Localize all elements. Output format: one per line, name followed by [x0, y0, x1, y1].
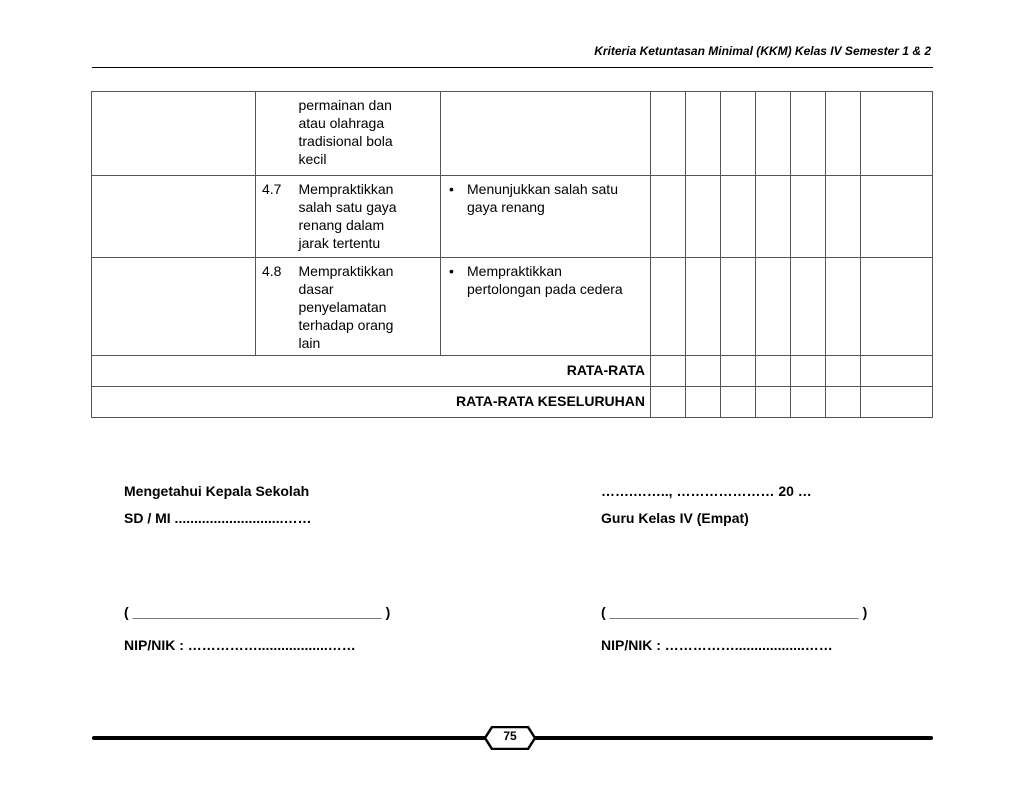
average-label-cell	[92, 356, 651, 387]
score-cell	[721, 176, 756, 258]
score-cell	[686, 176, 721, 258]
kd-line: dasar	[298, 281, 334, 297]
score-cell	[721, 92, 756, 176]
principal-nip: NIP/NIK : ……………..................……	[124, 637, 356, 653]
score-cell	[756, 92, 791, 176]
school-name-line: SD / MI ............................……	[124, 510, 312, 526]
table-row	[92, 176, 933, 258]
score-cell	[861, 92, 933, 176]
place-date-line: …….…….., ………………… 20 …	[601, 483, 812, 499]
kd-text-cell	[293, 92, 441, 176]
score-cell	[686, 258, 721, 356]
kd-number-cell	[256, 258, 293, 356]
score-cell	[756, 176, 791, 258]
score-cell	[651, 258, 686, 356]
score-cell	[756, 387, 791, 418]
average-label: RATA-RATA	[566, 362, 645, 378]
score-cell	[826, 387, 861, 418]
document-header-title: Kriteria Ketuntasan Minimal (KKM) Kelas IV Semester 1 & 2	[594, 44, 931, 58]
footer-rule-right	[530, 736, 933, 740]
score-cell	[686, 387, 721, 418]
score-cell	[791, 356, 826, 387]
score-cell	[686, 356, 721, 387]
score-cell	[651, 92, 686, 176]
score-cell	[826, 356, 861, 387]
bullet-icon: •	[449, 263, 454, 279]
indicator-cell	[441, 92, 651, 176]
teacher-nip: NIP/NIK : ……………..................……	[601, 637, 833, 653]
score-cell	[686, 92, 721, 176]
score-cell	[756, 258, 791, 356]
principal-acknowledgement: Mengetahui Kepala Sekolah	[124, 483, 310, 499]
principal-name-line: ( ________________________________ )	[124, 604, 391, 620]
kd-text-cell	[293, 258, 441, 356]
indicator-line: Mempraktikkan	[467, 263, 562, 279]
kd-line: permainan dan	[298, 97, 392, 113]
kd-line: atau olahraga	[298, 115, 385, 131]
score-cell	[721, 258, 756, 356]
score-cell	[721, 356, 756, 387]
kd-line: kecil	[298, 151, 327, 167]
table-row	[92, 92, 933, 176]
score-cell	[651, 387, 686, 418]
score-cell	[756, 356, 791, 387]
score-cell	[826, 258, 861, 356]
score-cell	[861, 258, 933, 356]
teacher-title: Guru Kelas IV (Empat)	[601, 510, 749, 526]
score-cell	[791, 92, 826, 176]
teacher-name-line: ( ________________________________ )	[601, 604, 868, 620]
score-cell	[861, 387, 933, 418]
kd-line: terhadap orang	[298, 317, 394, 333]
page-number: 75	[503, 729, 517, 743]
table-cell	[92, 92, 256, 176]
kd-line: renang dalam	[298, 217, 385, 233]
kd-line: Mempraktikkan	[298, 181, 394, 197]
kd-line: Mempraktikkan	[298, 263, 394, 279]
score-cell	[826, 92, 861, 176]
score-cell	[791, 176, 826, 258]
score-cell	[791, 387, 826, 418]
indicator-line: Menunjukkan salah satu	[467, 181, 618, 197]
score-cell	[861, 356, 933, 387]
score-cell	[651, 176, 686, 258]
score-cell	[826, 176, 861, 258]
footer-rule-left	[92, 736, 490, 740]
score-cell	[651, 356, 686, 387]
overall-average-label-cell	[92, 387, 651, 418]
kd-line: lain	[298, 335, 321, 351]
bullet-icon: •	[449, 181, 454, 197]
kd-line: tradisional bola	[298, 133, 393, 149]
kd-number-cell	[256, 92, 293, 176]
kd-number: 4.8	[262, 263, 282, 279]
indicator-cell	[441, 258, 651, 356]
kd-line: penyelamatan	[298, 299, 387, 315]
overall-average-row	[92, 387, 933, 418]
kd-text-cell	[293, 176, 441, 258]
kkm-table	[91, 91, 933, 418]
header-divider	[92, 67, 933, 68]
kd-line: salah satu gaya	[298, 199, 397, 215]
table-cell	[92, 176, 256, 258]
indicator-line: pertolongan pada cedera	[467, 281, 623, 297]
overall-average-label: RATA-RATA KESELURUHAN	[456, 393, 645, 409]
indicator-line: gaya renang	[467, 199, 545, 215]
table-cell	[92, 258, 256, 356]
table-row	[92, 258, 933, 356]
average-row	[92, 356, 933, 387]
score-cell	[721, 387, 756, 418]
score-cell	[791, 258, 826, 356]
indicator-cell	[441, 176, 651, 258]
score-cell	[861, 176, 933, 258]
kd-number-cell	[256, 176, 293, 258]
kd-line: jarak tertentu	[298, 235, 381, 251]
kd-number: 4.7	[262, 181, 282, 197]
